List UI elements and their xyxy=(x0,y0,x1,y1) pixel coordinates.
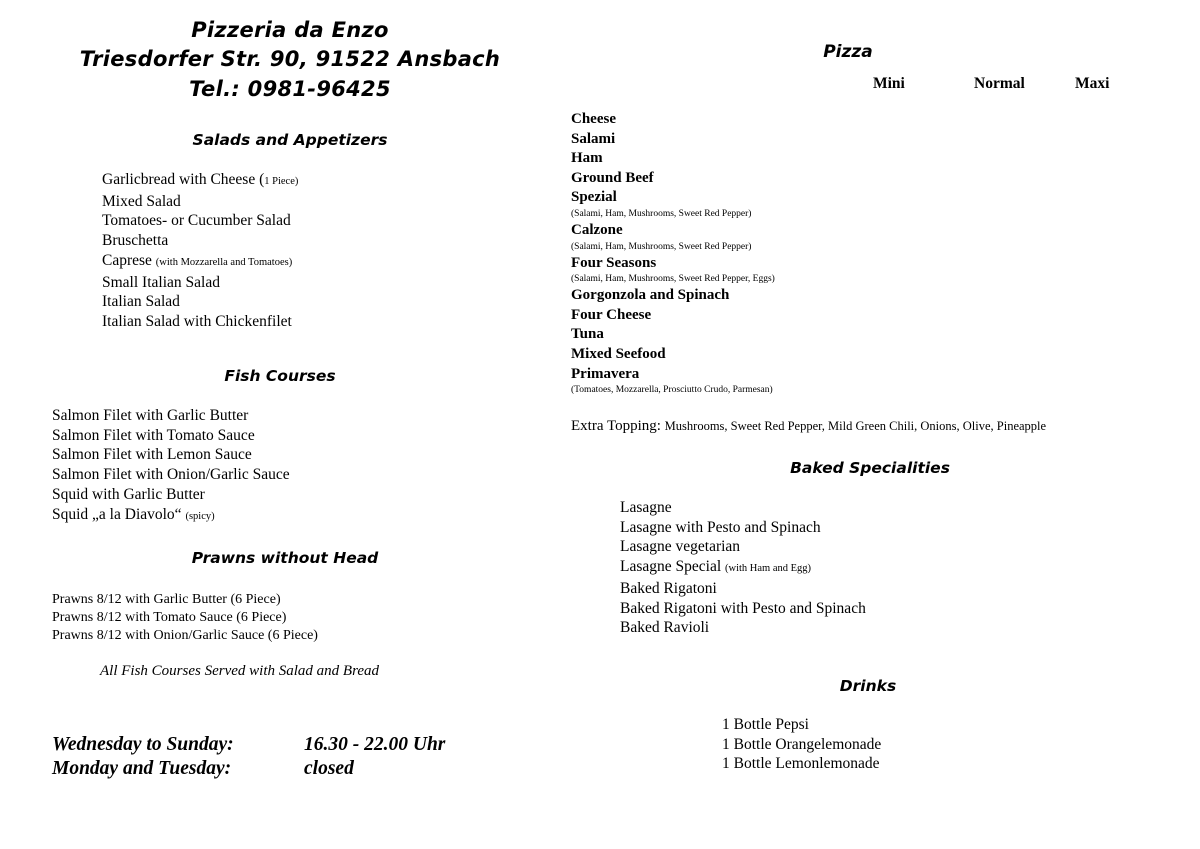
pizza-name: Cheese xyxy=(571,111,616,127)
item-name: Salmon Filet with Garlic Butter xyxy=(52,407,249,424)
list-item xyxy=(571,221,775,254)
restaurant-address: Triesdorfer Str. 90, 91522 Ansbach xyxy=(79,47,501,71)
list-item xyxy=(102,192,298,212)
drinks-title: Drinks xyxy=(839,677,897,695)
pizza-name: Ham xyxy=(571,150,603,167)
pizza-name: Four Seasons xyxy=(571,254,657,271)
size-mini: Mini xyxy=(873,75,905,92)
list-item xyxy=(102,231,298,251)
list-item xyxy=(571,345,775,365)
list-item xyxy=(52,426,290,446)
list-item xyxy=(620,518,866,538)
pizza-name: Ground Beef xyxy=(571,169,654,186)
list-item xyxy=(102,273,298,293)
list-item: 1 Bottle Orangelemonade xyxy=(722,735,882,753)
fish-list xyxy=(52,406,290,526)
list-item xyxy=(52,445,290,465)
restaurant-name: Pizzeria da Enzo xyxy=(191,18,389,42)
item-name: Squid with Garlic Butter xyxy=(52,485,205,503)
hours-time: closed xyxy=(304,758,354,779)
salads-list xyxy=(102,170,298,332)
item-name: Baked Rigatoni with Pesto and Spinach xyxy=(620,599,866,617)
size-normal: Normal xyxy=(974,75,1025,92)
list-item xyxy=(102,170,298,192)
list-item xyxy=(102,312,298,332)
list-item xyxy=(571,149,775,169)
list-item xyxy=(571,169,775,189)
list-item: Prawns 8/12 with Onion/Garlic Sauce (6 Piece) xyxy=(52,628,318,643)
pizza-description: (Salami, Ham, Mushrooms, Sweet Red Pepper) xyxy=(571,241,752,252)
list-item xyxy=(620,579,866,599)
list-item: Prawns 8/12 with Garlic Butter (6 Piece) xyxy=(52,592,281,607)
item-name: Salmon Filet with Lemon Sauce xyxy=(52,446,252,464)
hours-days: Monday and Tuesday: xyxy=(52,758,232,779)
list-item xyxy=(52,406,290,426)
pizza-name: Gorgonzola and Spinach xyxy=(571,287,730,304)
list-item xyxy=(102,211,298,231)
fish-courses-note: All Fish Courses Served with Salad and Bread xyxy=(100,663,380,679)
item-name: Baked Rigatoni xyxy=(620,579,717,597)
pizza-description: (Salami, Ham, Mushrooms, Sweet Red Pepper) xyxy=(571,208,752,219)
item-name: Lasagne xyxy=(620,499,672,516)
pizza-name: Mixed Seefood xyxy=(571,345,666,362)
pizza-list xyxy=(571,110,775,397)
extra-topping xyxy=(571,418,1046,435)
pizza-description: (Salami, Ham, Mushrooms, Sweet Red Pepper, Eggs) xyxy=(571,274,775,285)
pizza-name: Calzone xyxy=(571,221,623,238)
list-item: 1 Bottle Pepsi xyxy=(722,716,809,733)
list-item xyxy=(571,286,775,306)
pizza-description: (Tomatoes, Mozzarella, Prosciutto Crudo, Parmesan) xyxy=(571,385,773,396)
list-item: Prawns 8/12 with Tomato Sauce (6 Piece) xyxy=(52,610,287,625)
prawns-list xyxy=(52,591,318,645)
item-note: 1 Piece) xyxy=(264,176,299,187)
item-name: Tomatoes- or Cucumber Salad xyxy=(102,212,291,230)
pizza-title: Pizza xyxy=(823,42,873,62)
pizza-name: Four Cheese xyxy=(571,306,652,323)
list-item xyxy=(571,306,775,326)
list-item xyxy=(52,485,290,505)
item-name: Squid „a la Diavolo“ xyxy=(52,505,182,523)
pizza-name: Primavera xyxy=(571,365,640,382)
list-item xyxy=(102,251,298,273)
list-item xyxy=(620,599,866,619)
list-item xyxy=(620,498,866,518)
extra-topping-items: Mushrooms, Sweet Red Pepper, Mild Green Chili, Onions, Olive, Pineapple xyxy=(664,419,1047,433)
list-item xyxy=(102,292,298,312)
list-item xyxy=(571,188,775,221)
list-item xyxy=(52,505,290,527)
item-note: (spicy) xyxy=(185,510,215,522)
item-name: Italian Salad with Chickenfilet xyxy=(102,312,292,330)
list-item: 1 Bottle Lemonlemonade xyxy=(722,755,880,773)
extra-topping-label: Extra Topping: xyxy=(571,418,661,434)
item-note: (with Mozzarella and Tomatoes) xyxy=(155,256,293,268)
item-name: Italian Salad xyxy=(102,293,180,311)
item-note: (with Ham and Egg) xyxy=(725,563,812,575)
list-item xyxy=(52,465,290,485)
size-maxi: Maxi xyxy=(1075,75,1110,92)
item-name: Caprese xyxy=(102,251,152,269)
pizza-name: Tuna xyxy=(571,326,604,343)
item-name: Salmon Filet with Tomato Sauce xyxy=(52,426,255,444)
item-name: Salmon Filet with Onion/Garlic Sauce xyxy=(52,466,290,484)
list-item xyxy=(620,618,866,638)
item-name: Lasagne with Pesto and Spinach xyxy=(620,518,821,536)
item-name: Lasagne vegetarian xyxy=(620,538,741,556)
pizza-name: Spezial xyxy=(571,189,617,206)
fish-title: Fish Courses xyxy=(224,367,336,385)
hours-time: 16.30 - 22.00 Uhr xyxy=(304,734,446,755)
item-name: Small Italian Salad xyxy=(102,273,220,291)
item-name: Garlicbread with Cheese ( xyxy=(102,171,265,188)
baked-title: Baked Specialities xyxy=(790,459,950,477)
list-item xyxy=(571,325,775,345)
pizza-name: Salami xyxy=(571,130,616,147)
list-item xyxy=(571,110,775,130)
item-name: Baked Ravioli xyxy=(620,619,710,637)
restaurant-phone: Tel.: 0981-96425 xyxy=(189,77,391,101)
item-name: Mixed Salad xyxy=(102,192,181,210)
list-item xyxy=(571,130,775,150)
item-name: Bruschetta xyxy=(102,232,169,250)
prawns-title: Prawns without Head xyxy=(191,549,379,567)
salads-title: Salads and Appetizers xyxy=(192,131,388,149)
list-item xyxy=(571,365,775,398)
list-item xyxy=(620,557,866,579)
list-item xyxy=(571,254,775,287)
hours-days: Wednesday to Sunday: xyxy=(52,734,234,755)
baked-list xyxy=(620,498,866,638)
item-name: Lasagne Special xyxy=(620,558,722,576)
drinks-list xyxy=(722,715,881,774)
list-item xyxy=(620,537,866,557)
